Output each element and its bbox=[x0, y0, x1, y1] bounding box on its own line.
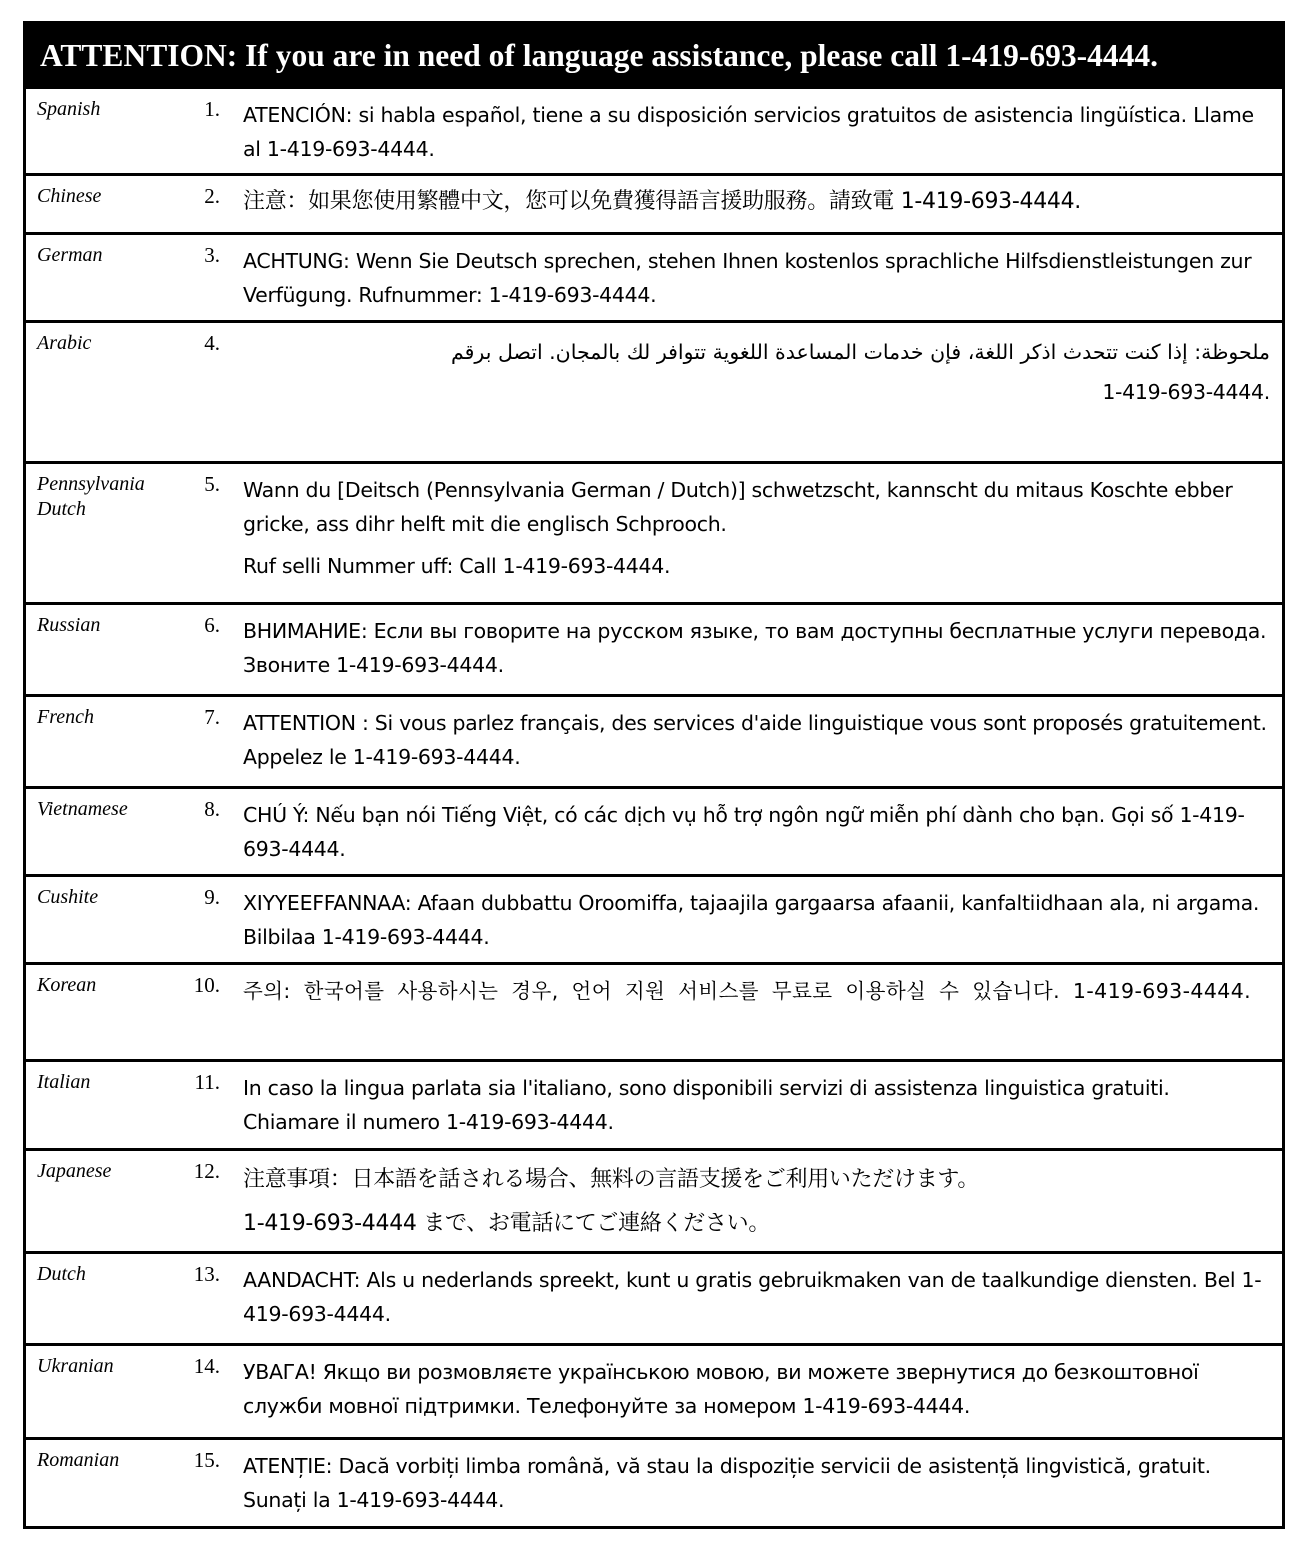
language-row-vietnamese bbox=[26, 786, 1282, 874]
notice-line: Wann du [Deitsch (Pennsylvania German / Dutch)] schwetzscht, kannscht du mitaus Koschte ebber gricke, ass dihr helft mit die englisch Schprooch. bbox=[243, 478, 1233, 536]
language-name: Russian bbox=[37, 614, 101, 636]
row-number: 10. bbox=[193, 973, 220, 997]
row-number: 12. bbox=[193, 1159, 220, 1183]
notice-text bbox=[243, 706, 1270, 774]
language-name: Vietnamese bbox=[37, 798, 128, 820]
language-row-arabic bbox=[26, 320, 1282, 461]
language-row-russian bbox=[26, 602, 1282, 694]
language-row-cushite bbox=[26, 874, 1282, 962]
language-row-french bbox=[26, 694, 1282, 786]
language-row-korean bbox=[26, 962, 1282, 1059]
notice-text bbox=[243, 1071, 1270, 1139]
language-name: Pennsylvania Dutch bbox=[37, 473, 145, 520]
notice-line: ملحوظة: إذا كنت تتحدث اذكر اللغة، فإن خدمات المساعدة اللغوية تتوافر لك بالمجان. اتصل برقم bbox=[450, 340, 1270, 364]
notice-text bbox=[243, 798, 1270, 866]
row-number: 13. bbox=[193, 1262, 220, 1286]
language-row-italian bbox=[26, 1059, 1282, 1148]
notice-line: 주의: 한국어를 사용하시는 경우, 언어 지원 서비스를 무료로 이용하실 수 있습니다. 1-419-693-4444. bbox=[243, 979, 1252, 1003]
notice-text bbox=[243, 886, 1270, 954]
language-name: Ukranian bbox=[37, 1355, 114, 1377]
notice-text bbox=[243, 1263, 1270, 1331]
row-number: 4. bbox=[204, 331, 220, 355]
language-assistance-notice bbox=[23, 21, 1285, 1529]
notice-line: ATTENTION : Si vous parlez français, des services d'aide linguistique vous sont proposés gratuitement. Appelez le 1-419-693-4444. bbox=[243, 711, 1267, 769]
row-number: 7. bbox=[204, 705, 220, 729]
language-name: French bbox=[37, 706, 95, 728]
row-number: 11. bbox=[194, 1070, 220, 1094]
row-number: 3. bbox=[204, 243, 220, 267]
language-row-pennsylvania-dutch bbox=[26, 461, 1282, 602]
notice-text bbox=[243, 98, 1270, 166]
language-name: Dutch bbox=[37, 1263, 86, 1285]
language-name: Japanese bbox=[37, 1160, 112, 1182]
language-name: Italian bbox=[37, 1071, 91, 1093]
notice-line: УВАГА! Якщо ви розмовляєте українською мовою, ви можете звернутися до безкоштовної служби мовної підтримки. Телефонуйте за номером 1-419-693-4444. bbox=[243, 1360, 1199, 1418]
notice-text bbox=[243, 185, 1270, 219]
notice-line: 注意事項：日本語を話される場合、無料の言語支援をご利用いただけます。 bbox=[243, 1167, 980, 1192]
language-row-dutch bbox=[26, 1251, 1282, 1343]
language-name: Romanian bbox=[37, 1449, 120, 1471]
row-number: 8. bbox=[204, 797, 220, 821]
notice-text bbox=[243, 1355, 1270, 1423]
notice-line: CHÚ Ý: Nếu bạn nói Tiếng Việt, có các dịch vụ hỗ trợ ngôn ngữ miễn phí dành cho bạn. Gọi số 1-419-693-4444. bbox=[243, 803, 1245, 861]
notice-line: ВНИМАНИЕ: Если вы говорите на русском языке, то вам доступны бесплатные услуги перевода. Звоните 1-419-693-4444. bbox=[243, 619, 1267, 677]
notice-text bbox=[243, 473, 1270, 583]
notice-text bbox=[243, 974, 1270, 1008]
notice-line: In caso la lingua parlata sia l'italiano, sono disponibili servizi di assistenza linguistica gratuiti. Chiamare il numero 1-419-693-4444. bbox=[243, 1076, 1170, 1134]
language-name: Chinese bbox=[37, 185, 102, 207]
language-name: Arabic bbox=[37, 332, 92, 354]
row-number: 15. bbox=[193, 1448, 220, 1472]
notice-line: AANDACHT: Als u nederlands spreekt, kunt u gratis gebruikmaken van de taalkundige diensten. Bel 1-419-693-4444. bbox=[243, 1268, 1262, 1326]
language-name: German bbox=[37, 244, 103, 266]
attention-banner: ATTENTION: If you are in need of language assistance, please call 1-419-693-4444. bbox=[26, 24, 1282, 86]
row-number: 6. bbox=[204, 613, 220, 637]
notice-line: ATENCIÓN: si habla español, tiene a su disposición servicios gratuitos de asistencia lingüística. Llame al 1-419-693-4444. bbox=[243, 103, 1254, 161]
row-number: 2. bbox=[204, 184, 220, 208]
language-row-romanian bbox=[26, 1437, 1282, 1526]
notice-text bbox=[243, 1160, 1270, 1244]
language-name: Spanish bbox=[37, 98, 101, 120]
notice-text bbox=[243, 244, 1270, 312]
language-row-japanese bbox=[26, 1148, 1282, 1251]
row-number: 14. bbox=[193, 1354, 220, 1378]
notice-line: Ruf selli Nummer uff: Call 1-419-693-4444. bbox=[243, 554, 671, 578]
notice-line: 1-419-693-4444. bbox=[1102, 380, 1270, 404]
language-name: Korean bbox=[37, 974, 97, 996]
notice-text bbox=[243, 1449, 1270, 1517]
language-row-spanish bbox=[26, 86, 1282, 173]
notice-line: ATENȚIE: Dacă vorbiți limba română, vă stau la dispoziție servicii de asistență lingvistică, gratuit. Sunați la 1-419-693-4444. bbox=[243, 1454, 1211, 1512]
language-name: Cushite bbox=[37, 886, 99, 908]
notice-line: 1-419-693-4444 まで、お電話にてご連絡ください。 bbox=[243, 1211, 771, 1236]
notice-text bbox=[276, 332, 1270, 412]
language-row-ukranian bbox=[26, 1343, 1282, 1437]
notice-line: ACHTUNG: Wenn Sie Deutsch sprechen, stehen Ihnen kostenlos sprachliche Hilfsdienstleistungen zur Verfügung. Rufnummer: 1-419-693-4444. bbox=[243, 249, 1252, 307]
language-row-chinese bbox=[26, 173, 1282, 232]
notice-line: XIYYEEFFANNAA: Afaan dubbattu Oroomiffa, tajaajila gargaarsa afaanii, kanfaltiidhaan ala, ni argama. Bilbilaa 1-419-693-4444. bbox=[243, 891, 1260, 949]
row-number: 5. bbox=[204, 472, 220, 496]
row-number: 9. bbox=[204, 885, 220, 909]
notice-text bbox=[243, 614, 1270, 682]
row-number: 1. bbox=[204, 97, 220, 121]
notice-line: 注意：如果您使用繁體中文，您可以免費獲得語言援助服務。請致電 1-419-693-4444. bbox=[243, 189, 1081, 214]
language-row-german bbox=[26, 232, 1282, 320]
